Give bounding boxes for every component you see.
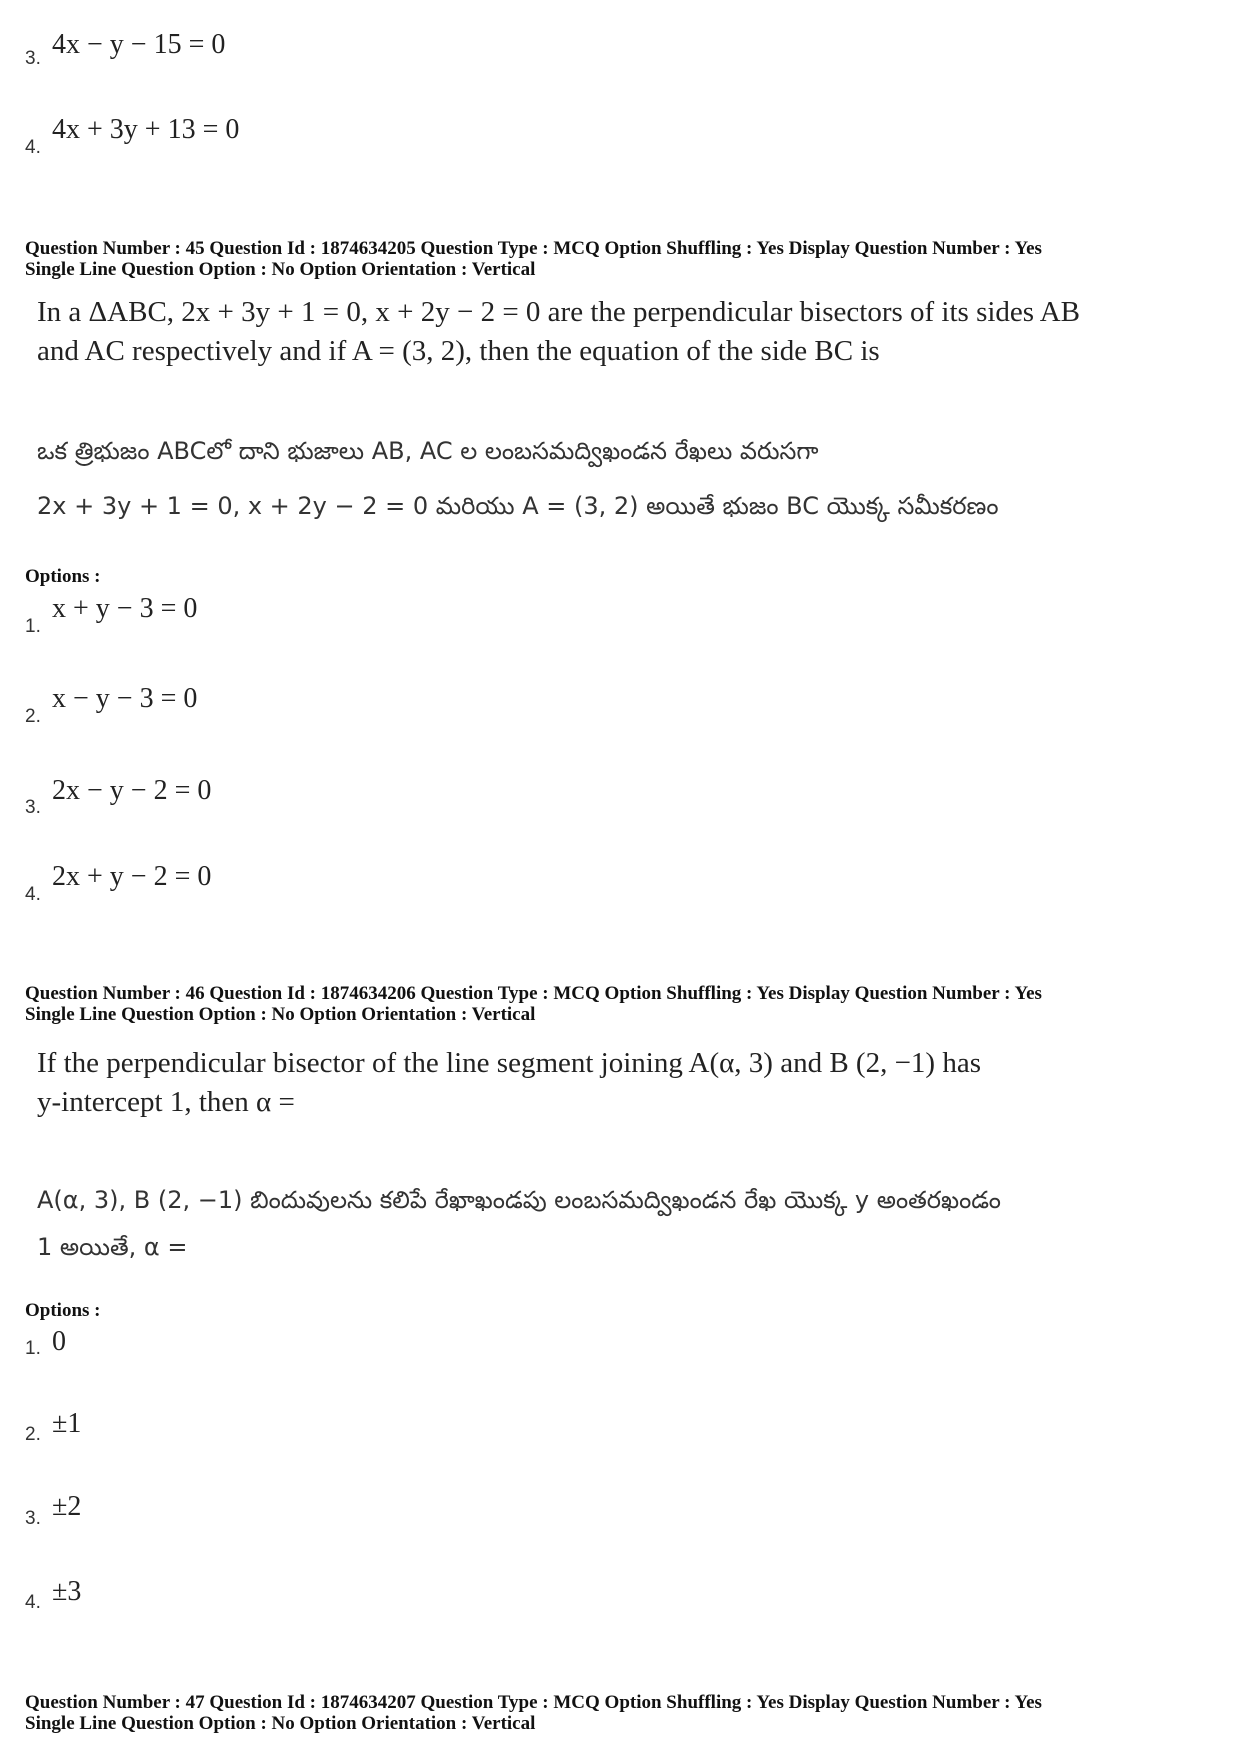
question-text: and AC respectively and if A = (3, 2), then the equation of the side BC is [37, 335, 880, 367]
question-text: In a ΔABC, 2x + 3y + 1 = 0, x + 2y − 2 = 0 are the perpendicular bisectors of its sides AB [37, 296, 1081, 328]
question-text-telugu: 2x + 3y + 1 = 0, x + 2y − 2 = 0 మరియు A = (3, 2) అయితే భుజం BC యొక్క సమీకరణం [37, 492, 999, 520]
option-number: 4. [25, 1592, 41, 1613]
options-label: Options : [25, 1300, 101, 1321]
question-text: If the perpendicular bisector of the line segment joining A(α, 3) and B (2, −1) has [37, 1047, 981, 1079]
option-text: x + y − 3 = 0 [52, 593, 198, 624]
question-text-telugu: ఒక త్రిభుజం ABCలో దాని భుజాలు AB, AC ల లంబసమద్విఖండన రేఖలు వరుసగా [37, 437, 819, 465]
question-text-telugu: A(α, 3), B (2, −1) బిందువులను కలిపే రేఖాఖండపు లంబసమద్విఖండన రేఖ యొక్క y అంతరఖండం [37, 1186, 1001, 1214]
option-number: 3. [25, 797, 41, 818]
option-text: ±2 [52, 1491, 82, 1522]
option-number: 2. [25, 706, 41, 727]
option-number: 3. [25, 48, 41, 69]
option-text: 2x + y − 2 = 0 [52, 861, 212, 892]
option-number: 4. [25, 137, 41, 158]
option-text: x − y − 3 = 0 [52, 683, 198, 714]
option-number: 4. [25, 884, 41, 905]
question-text: y-intercept 1, then α = [37, 1086, 295, 1118]
question-header: Question Number : 45 Question Id : 1874634205 Question Type : MCQ Option Shuffling : Yes Display Question Number : Yes [25, 238, 1042, 259]
option-number: 3. [25, 1508, 41, 1529]
option-text: 0 [52, 1326, 66, 1357]
option-text: 2x − y − 2 = 0 [52, 775, 212, 806]
question-header-2: Single Line Question Option : No Option Orientation : Vertical [25, 1004, 536, 1025]
options-label: Options : [25, 566, 101, 587]
question-text-telugu: 1 అయితే, α = [37, 1233, 188, 1261]
option-text: 4x + 3y + 13 = 0 [52, 114, 240, 145]
question-header-2: Single Line Question Option : No Option Orientation : Vertical [25, 1713, 536, 1734]
option-text: 4x − y − 15 = 0 [52, 29, 226, 60]
question-header: Question Number : 47 Question Id : 1874634207 Question Type : MCQ Option Shuffling : Yes Display Question Number : Yes [25, 1692, 1042, 1713]
option-text: ±3 [52, 1576, 82, 1607]
option-text: ±1 [52, 1408, 82, 1439]
question-header: Question Number : 46 Question Id : 1874634206 Question Type : MCQ Option Shuffling : Yes Display Question Number : Yes [25, 983, 1042, 1004]
question-header-2: Single Line Question Option : No Option Orientation : Vertical [25, 259, 536, 280]
option-number: 2. [25, 1424, 41, 1445]
option-number: 1. [25, 616, 41, 637]
option-number: 1. [25, 1338, 41, 1359]
